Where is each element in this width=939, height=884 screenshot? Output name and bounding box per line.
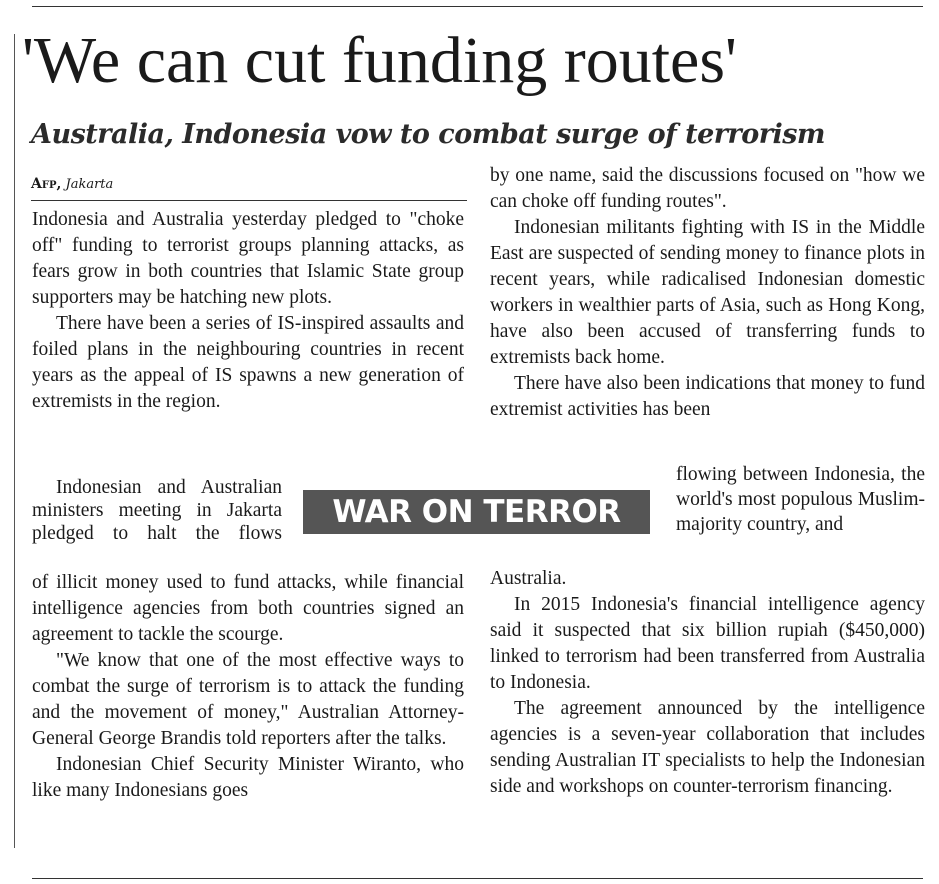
top-rule [32, 6, 923, 7]
left-paragraph-1: Indonesia and Australia yesterday pledged to "choke off" funding to terrorist groups planning attacks, as fears grow in both countries that Islamic State group supporters may be hatching new plots. [32, 209, 464, 308]
bottom-rule [32, 878, 923, 879]
right-paragraph-4: In 2015 Indonesia's financial intelligence agency said it suspected that six billion rupiah ($450,000) linked to terrorism had been transferred from Australia to Indonesia. [490, 594, 925, 693]
column-side-rule [14, 34, 15, 848]
right-paragraph-1: by one name, said the discussions focused on "how we can choke off funding routes". [490, 165, 925, 212]
banner-label: WAR ON TERROR [332, 494, 621, 530]
right-paragraph-5: The agreement announced by the intelligence agencies is a seven-year collaboration that includes sending Australian IT specialists to help the Indonesian side and workshops on counter-terrorism financing. [490, 698, 925, 797]
right-paragraph-3-wrap: flowing between Indonesia, the world's most populous Muslim-majority country, and [676, 464, 925, 535]
subheadline: Australia, Indonesia vow to combat surge of terrorism [31, 119, 825, 150]
byline [31, 176, 113, 192]
right-paragraph-3-top: There have also been indications that money to fund extremist activities has been [490, 373, 925, 420]
left-paragraph-3-wrap: Indonesian and Australian ministers meeting in Jakarta pledged to halt the flows [32, 477, 282, 544]
left-column [32, 207, 464, 415]
left-paragraph-4: "We know that one of the most effective ways to combat the surge of terrorism is to attack the funding and the movement of money," Australian Attorney-General George Brandis told reporters after the talks. [32, 650, 464, 749]
section-banner [303, 490, 650, 534]
left-column-continued [32, 570, 464, 804]
left-paragraph-5: Indonesian Chief Security Minister Wiranto, who like many Indonesians goes [32, 754, 464, 801]
right-column [490, 163, 925, 423]
left-paragraph-2: There have been a series of IS-inspired assaults and foiled plans in the neighbouring countries in recent years as the appeal of IS spawns a new generation of extremists in the region. [32, 313, 464, 412]
headline: 'We can cut funding routes' [22, 24, 737, 97]
left-paragraph-3-cont: of illicit money used to fund attacks, while financial intelligence agencies from both countries signed an agreement to tackle the scourge. [32, 572, 464, 645]
byline-rule [31, 200, 467, 201]
byline-place: Jakarta [65, 177, 114, 192]
right-paragraph-2: Indonesian militants fighting with IS in the Middle East are suspected of sending money to finance plots in recent years, while radicalised Indonesian domestic workers in wealthier parts of Asia, such as Hong Kong, have also been accused of transferring funds to extremists back home. [490, 217, 925, 368]
right-paragraph-3-cont: Australia. [490, 568, 567, 589]
byline-agency: Afp, [31, 176, 62, 192]
right-column-continued [490, 566, 925, 800]
